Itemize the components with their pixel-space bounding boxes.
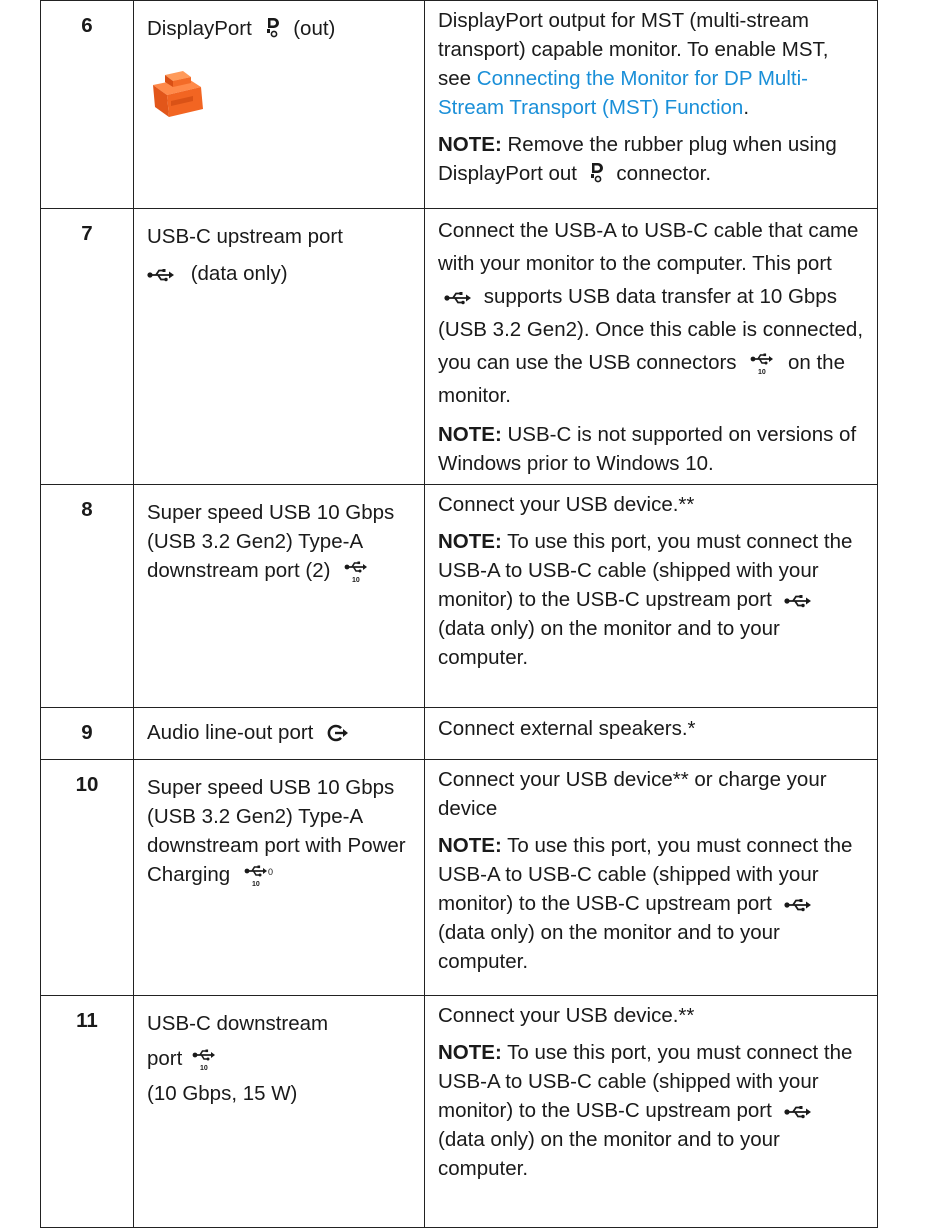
port-name: Super speed USB 10 Gbps (USB 3.2 Gen2) Type-A downstream port (2) [147, 501, 395, 582]
mst-link[interactable]: Connecting the Monitor for DP Multi-Stream Transport (MST) Function [438, 67, 808, 119]
row-number: 6 [41, 1, 134, 209]
port-name: USB-C downstream [147, 1012, 329, 1035]
port-name: USB-C upstream port [147, 225, 343, 248]
description-text: DisplayPort output for MST (multi-stream transport) capable monitor. To enable MST, see Connecting the Monitor for DP Multi-Stream Transport (MST) Function. [438, 9, 829, 119]
note: NOTE: To use this port, you must connect the USB-A to USB-C cable (shipped with your monitor) to the USB-C upstream port (data only) on the monitor and to your computer. [438, 1041, 853, 1180]
usb-icon [784, 898, 812, 912]
table-row [41, 708, 878, 760]
description-cell [425, 485, 878, 708]
description-cell [425, 708, 878, 760]
note-label: NOTE: [438, 133, 502, 156]
port-name-last-word: port [147, 1047, 183, 1070]
note-label: NOTE: [438, 1041, 502, 1064]
port-name: DisplayPort [147, 17, 252, 40]
note-label: NOTE: [438, 530, 502, 553]
port-spec-table [40, 0, 878, 1228]
usb-10gbps-icon [750, 353, 774, 375]
usb-icon [444, 291, 472, 305]
rubber-plug-image [147, 65, 414, 131]
port-suffix: (data only) [190, 262, 288, 285]
port-cell [134, 209, 425, 485]
port-cell [134, 485, 425, 708]
usb-10gbps-power-icon [244, 865, 274, 887]
description-text: Connect your USB device** or charge your device [438, 768, 827, 820]
description-cell [425, 996, 878, 1228]
table-row [41, 209, 878, 485]
usb-icon [784, 1105, 812, 1119]
table-row [41, 1, 878, 209]
row-number: 10 [41, 760, 134, 996]
svg-text:0: 0 [267, 866, 273, 877]
port-name: Super speed USB 10 Gbps (USB 3.2 Gen2) Type-A downstream port with Power Charging [147, 776, 406, 886]
port-cell [134, 760, 425, 996]
row-number: 7 [41, 209, 134, 485]
displayport-icon [590, 162, 604, 184]
description-text: Connect your USB device.** [438, 1004, 695, 1027]
description-text: Connect your USB device.** [438, 493, 695, 516]
svg-text:10: 10 [352, 576, 360, 583]
audio-line-out-icon [327, 724, 349, 742]
note-label: NOTE: [438, 834, 502, 857]
table-row [41, 485, 878, 708]
note: NOTE: Remove the rubber plug when using DisplayPort out connector. [438, 133, 837, 185]
usb-icon [147, 268, 175, 282]
note-label: NOTE: [438, 423, 502, 446]
description-cell [425, 760, 878, 996]
svg-text:10: 10 [758, 368, 767, 375]
port-cell [134, 1, 425, 209]
port-cell [134, 996, 425, 1228]
svg-text:10: 10 [251, 880, 260, 887]
port-suffix: (10 Gbps, 15 W) [147, 1082, 298, 1105]
row-number: 9 [41, 708, 134, 760]
description-cell [425, 209, 878, 485]
table-row [41, 760, 878, 996]
table-row [41, 996, 878, 1228]
svg-text:10: 10 [200, 1064, 209, 1071]
note: NOTE: USB-C is not supported on versions of Windows prior to Windows 10. [438, 423, 857, 475]
description-text: Connect external speakers.* [438, 717, 696, 740]
note: NOTE: To use this port, you must connect the USB-A to USB-C cable (shipped with your monitor) to the USB-C upstream port (data only) on the monitor and to your computer. [438, 530, 853, 669]
note: NOTE: To use this port, you must connect the USB-A to USB-C cable (shipped with your monitor) to the USB-C upstream port (data only) on the monitor and to your computer. [438, 834, 853, 973]
port-cell [134, 708, 425, 760]
description-cell [425, 1, 878, 209]
port-name: Audio line-out port [147, 721, 314, 744]
port-name-end [147, 1044, 414, 1073]
displayport-icon [266, 17, 280, 39]
row-number: 11 [41, 996, 134, 1228]
usb-10gbps-icon [344, 561, 368, 583]
usb-icon [784, 594, 812, 608]
row-number: 8 [41, 485, 134, 708]
usb-10gbps-icon [192, 1049, 216, 1071]
description-text: Connect the USB-A to USB-C cable that came with your monitor to the computer. This port supports USB data transfer at 10 Gbps (USB 3.2 Gen2). Once this cable is connected, you can use the USB connectors 10 on the monitor. [438, 219, 864, 407]
port-suffix: (out) [293, 17, 336, 40]
